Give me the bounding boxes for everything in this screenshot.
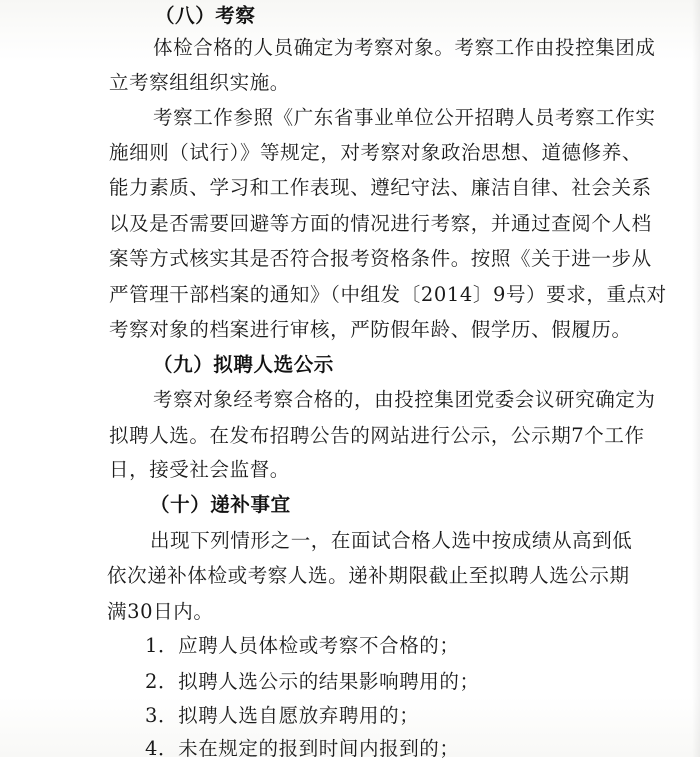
paragraph-line: 日，接受社会监督。 (109, 458, 290, 481)
paragraph-line: 考察工作参照《广东省事业单位公开招聘人员考察工作实 (153, 106, 656, 129)
paragraph-line: 体检合格的人员确定为考察对象。考察工作由投控集团成 (153, 36, 656, 59)
paragraph-line: 出现下列情形之一，在面试合格人选中按成绩从高到低 (150, 529, 633, 552)
section-heading-kaocha: （八）考察 (155, 4, 256, 27)
list-item: 1．应聘人员体检或考察不合格的； (145, 634, 460, 657)
list-item: 4．未在规定的报到时间内报到的； (145, 737, 460, 760)
list-item: 3．拟聘人选自愿放弃聘用的； (145, 704, 420, 727)
section-heading-dibu: （十）递补事宜 (150, 493, 291, 516)
paragraph-line: 案等方式核实其是否符合报考资格条件。按照《关于进一步从 (109, 247, 652, 270)
list-item: 2．拟聘人选公示的结果影响聘用的； (145, 670, 480, 693)
paragraph-line: 考察对象经考察合格的，由投控集团党委会议研究确定为 (153, 388, 656, 411)
paragraph-line: 以及是否需要回避等方面的情况进行考察，并通过查阅个人档 (109, 212, 652, 235)
paragraph-line: 考察对象的档案进行审核，严防假年龄、假学历、假履历。 (109, 318, 632, 341)
paragraph-line: 严管理干部档案的通知》（中组发〔2014〕9号）要求，重点对 (109, 283, 667, 306)
paragraph-line: 满30日内。 (107, 600, 214, 623)
paragraph-line: 立考察组组织实施。 (109, 71, 290, 94)
section-heading-gongshi: （九）拟聘人选公示 (153, 353, 334, 376)
paragraph-line: 能力素质、学习和工作表现、遵纪守法、廉洁自律、社会关系 (109, 176, 652, 199)
paragraph-line: 依次递补体检或考察人选。递补期限截止至拟聘人选公示期 (107, 564, 630, 587)
paragraph-line: 施细则（试行）》等规定，对考察对象政治思想、道德修养、 (109, 141, 642, 164)
paragraph-line: 拟聘人选。在发布招聘公告的网站进行公示，公示期7个工作 (109, 424, 645, 447)
